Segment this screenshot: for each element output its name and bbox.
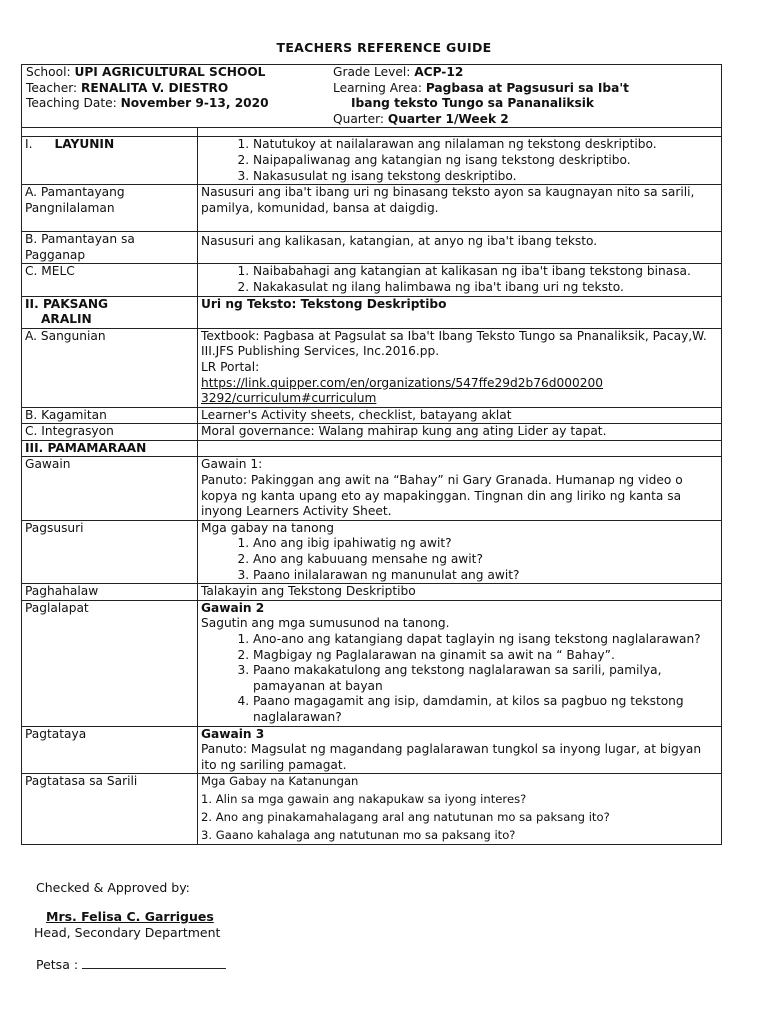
sangunian-row: A. Sangunian Textbook: Pagbasa at Pagsulat sa Iba't Ibang Teksto Tungo sa Pnanaliksik, Pacay,W. III.JFS Publishing Services, Inc.2016.pp. LR Portal: https://link.quipper.com/en/organizations/547ffe29d2b76d000200 3292/curriculum#curriculum: [22, 328, 722, 407]
gawain-row: Gawain Gawain 1: Panuto: Pakinggan ang awit na “Bahay” ni Gary Granada. Humanap ng video o kopya ng kanta upang eto ay mapakinggan. Tingnan din ang liriko ng kanta sa inyong Learners Activity Sheet.: [22, 457, 722, 520]
header-left: School: UPI AGRICULTURAL SCHOOL Teacher: RENALITA V. DIESTRO Teaching Date: November 9-13, 2020: [26, 65, 269, 111]
pagsusuri-list: 1. Ano ang ibig ipahiwatig ng awit? 2. Ano ang kabuuang mensahe ng awit? 3. Paano inilalarawan ng manunulat ang awit?: [201, 536, 718, 583]
petsa-field: Petsa :: [36, 956, 226, 972]
lr-portal-link[interactable]: https://link.quipper.com/en/organizations/547ffe29d2b76d000200 3292/curriculum#curriculum: [201, 375, 604, 406]
paglalapat-list: 1. Ano-ano ang katangiang dapat taglayin ng isang tekstong naglalarawan? 2. Magbigay ng Paglalarawan na ginamit sa awit na “ Bahay”. 3. Paano makakatulong ang tekstong naglalarawan sa sarili, pamilya, pamayanan at bayan 4. Paano magagamit ang isip, damdamin, at kilos sa pagbuo ng tekstong naglalarawan?: [201, 632, 718, 726]
teaching-date: November 9-13, 2020: [120, 96, 269, 111]
reference-guide-table: [21, 64, 722, 845]
melc-row: C. MELC 1. Naibabahagi ang katangian at kalikasan ng iba't ibang tekstong binasa. 2. Nakakasulat ng ilang halimbawa ng iba't ibang uri ng teksto.: [22, 264, 722, 296]
melc-list: 1. Naibabahagi ang katangian at kalikasan ng iba't ibang tekstong binasa. 2. Nakakasulat ng ilang halimbawa ng iba't ibang uri ng teksto.: [201, 264, 718, 295]
spacer-row: [22, 128, 722, 137]
grade-level: ACP-12: [414, 65, 464, 79]
approver-position: Head, Secondary Department: [34, 925, 221, 940]
integrasyon-row: C. Integrasyon Moral governance: Walang mahirap kung ang ating Lider ay tapat.: [22, 424, 722, 441]
school-name: UPI AGRICULTURAL SCHOOL: [74, 65, 266, 79]
checked-approved-label: Checked & Approved by:: [36, 880, 190, 895]
paglalapat-row: Paglalapat Gawain 2 Sagutin ang mga sumusunod na tanong. 1. Ano-ano ang katangiang dapat taglayin ng isang tekstong naglalarawan? 2. Magbigay ng Paglalarawan na ginamit sa awit na “ Bahay”. 3. Paano makakatulong ang tekstong naglalarawan sa sarili, pamilya, pamayanan at bayan 4. Paano magagamit ang isip, damdamin, at kilos sa pagbuo ng tekstong naglalarawan?: [22, 600, 722, 726]
pagtatasa-row: Pagtatasa sa Sarili Mga Gabay na Katanungan 1. Alin sa mga gawain ang nakapukaw sa iyong interes? 2. Ano ang pinakamahalagang aral ang natutunan mo sa paksang ito? 3. Gaano kahalaga ang natutunan mo sa paksang ito?: [22, 774, 722, 845]
paghahalaw-row: Paghahalaw Talakayin ang Tekstong Deskriptibo: [22, 584, 722, 601]
pagsusuri-row: Pagsusuri Mga gabay na tanong 1. Ano ang ibig ipahiwatig ng awit? 2. Ano ang kabuuang mensahe ng awit? 3. Paano inilalarawan ng manunulat ang awit?: [22, 520, 722, 583]
header-row: [22, 65, 722, 128]
topic: Uri ng Teksto: Tekstong Deskriptibo: [198, 296, 722, 328]
pagtataya-row: Pagtataya Gawain 3 Panuto: Magsulat ng magandang paglalarawan tungkol sa inyong lugar, at bigyan ito ng sariling pamagat.: [22, 726, 722, 774]
header-right: Grade Level: ACP-12 Learning Area: Pagbasa at Pagsusuri sa Iba't Ibang teksto Tungo sa Pananaliksik Quarter: Quarter 1/Week 2: [333, 65, 629, 126]
layunin-list: 1. Natutukoy at nailalarawan ang nilalaman ng tekstong deskriptibo. 2. Naipapaliwanag ang katangian ng isang tekstong deskriptibo. 3. Nakasusulat ng isang tekstong deskriptibo.: [201, 137, 718, 184]
learning-area: Pagbasa at Pagsusuri sa Iba't: [425, 80, 629, 95]
pamamaraan-row: III. PAMAMARAAN: [22, 440, 722, 457]
kagamitan-row: B. Kagamitan Learner's Activity sheets, checklist, batayang aklat: [22, 407, 722, 424]
layunin-row: I. LAYUNIN 1. Natutukoy at nailalarawan ang nilalaman ng tekstong deskriptibo. 2. Naipapaliwanag ang katangian ng isang tekstong deskriptibo. 3. Nakasusulat ng isang tekstong deskriptibo.: [22, 137, 722, 185]
approver-name: Mrs. Felisa C. Garrigues: [46, 909, 214, 924]
date-signature-line: [82, 956, 226, 969]
paksang-aralin-row: II. PAKSANG ARALIN Uri ng Teksto: Tekstong Deskriptibo: [22, 296, 722, 328]
layunin-label: LAYUNIN: [54, 137, 115, 152]
document-title: TEACHERS REFERENCE GUIDE: [276, 40, 492, 55]
pamantayan-sa-pagganap-row: B. Pamantayan sa Pagganap Nasusuri ang kalikasan, katangian, at anyo ng iba't ibang teksto.: [22, 232, 722, 264]
pamantayang-pangnilalaman-row: A. Pamantayang Pangnilalaman Nasusuri ang iba't ibang uri ng binasang teksto ayon sa kaugnayan nito sa sarili, pamilya, komunidad, bansa at daigdig.: [22, 185, 722, 232]
teacher-name: RENALITA V. DIESTRO: [81, 80, 229, 95]
quarter: Quarter 1/Week 2: [387, 111, 509, 126]
